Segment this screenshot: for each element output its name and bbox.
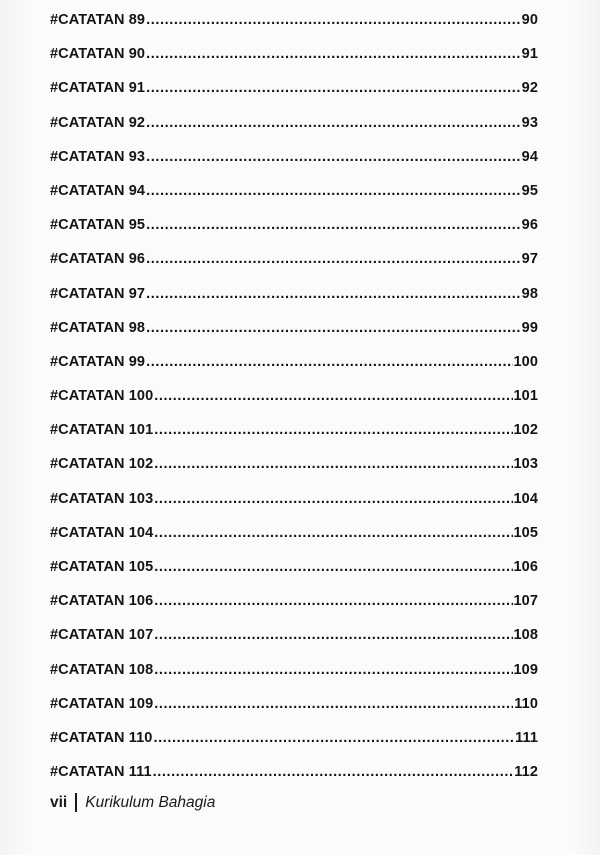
toc-leader-dots	[154, 388, 512, 404]
toc-leader-dots	[154, 422, 512, 438]
toc-leader-dots	[146, 183, 521, 199]
toc-entry-title: #CATATAN 94	[50, 182, 146, 199]
toc-entry-page: 91	[521, 46, 538, 63]
toc-entry	[50, 286, 538, 320]
toc-leader-dots	[146, 115, 521, 131]
toc-entry	[50, 491, 538, 525]
toc-entry	[50, 46, 538, 80]
toc-leader-dots	[146, 251, 521, 267]
toc-entry-page: 103	[513, 456, 538, 473]
toc-entry	[50, 627, 538, 661]
table-of-contents	[50, 12, 538, 798]
toc-entry	[50, 12, 538, 46]
toc-entry-title: #CATATAN 97	[50, 285, 146, 302]
toc-entry-page: 90	[521, 12, 538, 28]
toc-entry	[50, 80, 538, 114]
toc-entry	[50, 354, 538, 388]
toc-entry	[50, 320, 538, 354]
toc-entry-title: #CATATAN 95	[50, 217, 146, 234]
footer-divider	[75, 793, 77, 812]
toc-entry-page: 104	[513, 490, 538, 507]
toc-entry-title: #CATATAN 89	[50, 12, 146, 28]
toc-entry	[50, 422, 538, 456]
toc-entry-page: 112	[514, 764, 538, 781]
toc-leader-dots	[154, 559, 512, 575]
toc-entry	[50, 183, 538, 217]
toc-entry-page: 105	[513, 524, 538, 541]
toc-entry-title: #CATATAN 93	[50, 148, 146, 165]
toc-entry-page: 95	[521, 182, 538, 199]
toc-entry-page: 110	[514, 695, 538, 712]
toc-entry	[50, 251, 538, 285]
toc-leader-dots	[146, 149, 521, 165]
toc-entry-title: #CATATAN 96	[50, 251, 146, 268]
toc-entry-title: #CATATAN 106	[50, 593, 154, 610]
toc-leader-dots	[153, 764, 514, 780]
toc-entry	[50, 115, 538, 149]
toc-entry	[50, 696, 538, 730]
toc-entry	[50, 525, 538, 559]
toc-entry-page: 106	[513, 559, 538, 575]
toc-leader-dots	[146, 46, 521, 62]
toc-entry-page: 102	[513, 422, 538, 439]
toc-entry	[50, 217, 538, 251]
toc-entry-title: #CATATAN 91	[50, 80, 146, 97]
toc-leader-dots	[154, 525, 512, 541]
page-footer	[50, 793, 215, 812]
toc-leader-dots	[146, 286, 521, 302]
toc-entry-page: 97	[521, 251, 538, 268]
toc-entry-title: #CATATAN 103	[50, 490, 154, 507]
toc-entry-page: 94	[521, 148, 538, 165]
toc-entry-title: #CATATAN 90	[50, 46, 146, 63]
toc-leader-dots	[154, 627, 512, 643]
toc-leader-dots	[154, 593, 512, 609]
toc-entry	[50, 662, 538, 696]
toc-entry-page: 108	[513, 627, 538, 644]
toc-entry-title: #CATATAN 102	[50, 456, 154, 473]
toc-leader-dots	[146, 217, 521, 233]
toc-entry	[50, 730, 538, 764]
toc-entry-page: 92	[521, 80, 538, 97]
toc-entry-page: 111	[515, 729, 538, 746]
toc-leader-dots	[146, 12, 521, 28]
toc-entry-title: #CATATAN 98	[50, 319, 146, 336]
toc-entry	[50, 456, 538, 490]
toc-entry	[50, 559, 538, 593]
toc-leader-dots	[153, 730, 514, 746]
toc-entry-page: 107	[513, 593, 538, 610]
toc-entry-title: #CATATAN 108	[50, 661, 154, 678]
toc-entry-title: #CATATAN 104	[50, 524, 154, 541]
toc-leader-dots	[154, 491, 512, 507]
toc-entry	[50, 149, 538, 183]
toc-entry-title: #CATATAN 101	[50, 422, 154, 439]
toc-entry-page: 98	[521, 285, 538, 302]
toc-leader-dots	[146, 354, 512, 370]
toc-entry-page: 93	[521, 114, 538, 131]
toc-entry-title: #CATATAN 105	[50, 559, 154, 575]
toc-leader-dots	[154, 662, 512, 678]
toc-leader-dots	[154, 456, 512, 472]
toc-entry-title: #CATATAN 110	[50, 729, 153, 746]
toc-entry-title: #CATATAN 92	[50, 114, 146, 131]
toc-entry-page: 96	[521, 217, 538, 234]
toc-entry-title: #CATATAN 111	[50, 764, 152, 781]
toc-leader-dots	[154, 696, 513, 712]
toc-entry	[50, 593, 538, 627]
toc-entry-title: #CATATAN 100	[50, 388, 154, 405]
toc-entry-title: #CATATAN 107	[50, 627, 154, 644]
footer-page-number: vii	[50, 793, 68, 811]
toc-entry-title: #CATATAN 109	[50, 695, 154, 712]
toc-entry-page: 109	[513, 661, 538, 678]
footer-book-title: Kurikulum Bahagia	[85, 793, 216, 811]
toc-entry-title: #CATATAN 99	[50, 353, 146, 370]
toc-entry-page: 100	[513, 353, 538, 370]
toc-leader-dots	[146, 80, 521, 96]
toc-entry	[50, 388, 538, 422]
toc-entry-page: 99	[521, 319, 538, 336]
toc-leader-dots	[146, 320, 521, 336]
toc-entry-page: 101	[513, 388, 538, 405]
